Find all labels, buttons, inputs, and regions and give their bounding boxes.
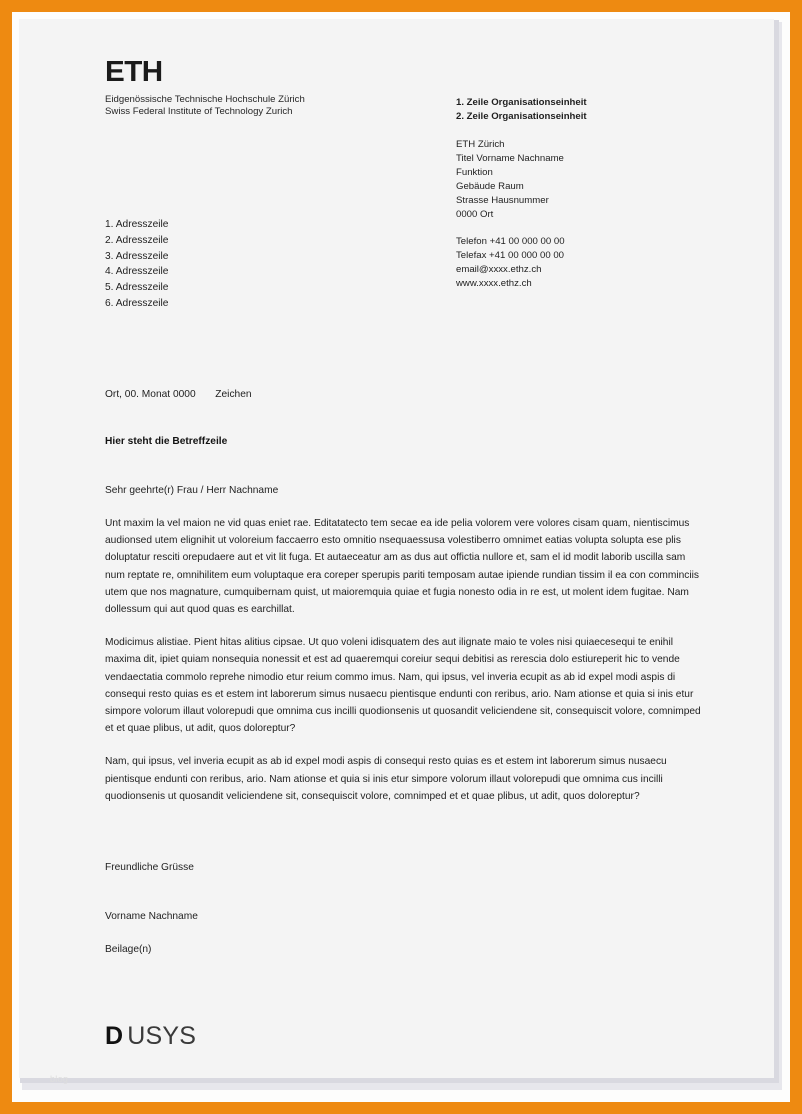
- sender-room: Gebäude Raum: [456, 181, 524, 192]
- sender-org-line-2: 2. Zeile Organisationseinheit: [456, 111, 587, 122]
- eth-logo: ETH: [105, 56, 163, 88]
- enclosure-note: Beilage(n): [105, 944, 152, 955]
- sender-email: email@xxxx.ethz.ch: [456, 264, 542, 275]
- eth-subtitle: [105, 94, 305, 119]
- sender-spacer-1: [456, 124, 587, 138]
- body-paragraph: Modicimus alistiae. Pient hitas alitius cipsae. Ut quo voleni idisquatem des aut ilignate maio te voles nisi quiaecesequi te enihil maxima dit, ipiet quiam nonsequia nonessit et est ad quaeremqui coreiur sequi debitisi as rerescia dolo estiureperit hic to vende vendaectatia commolo reprehe nimodio etur reium commo imus. Nam, qui ipsus, vel inveria ecupit as ab id expel modi aspis di consequi resto quias es et estem int laborerum simus nusaecu pientisque endunti con reribus, ario. Nam ationse et quia si inis etur simpore volorum illaut volorepudi que omnima cus incilli quodionsenis ut quosandit veliciendene sit, consequiscit volore, comnimped et et quae plibus, ut adit, quos doloreptur?: [105, 637, 701, 735]
- department-logo: [105, 1024, 196, 1049]
- dateline-reference: Zeichen: [215, 389, 252, 400]
- address-line: 1. Adresszeile: [105, 219, 169, 230]
- address-line: 6. Adresszeile: [105, 297, 169, 309]
- letter-page: [19, 19, 774, 1084]
- sender-institution: ETH Zürich: [456, 139, 505, 150]
- address-line: 2. Adresszeile: [105, 234, 169, 246]
- address-line: 4. Adresszeile: [105, 266, 169, 278]
- dateline-place-date: Ort, 00. Monat 0000: [105, 389, 196, 400]
- signer-name: Vorname Nachname: [105, 911, 198, 922]
- address-line: 3. Adresszeile: [105, 250, 169, 262]
- department-logo-name: USYS: [127, 1022, 197, 1050]
- salutation-line: Sehr geehrte(r) Frau / Herr Nachname: [105, 485, 279, 496]
- dateline: [105, 389, 252, 400]
- eth-subtitle-en: Swiss Federal Institute of Technology Zurich: [105, 106, 293, 118]
- sender-fax: Telefax +41 00 000 00 00: [456, 250, 565, 261]
- corner-watermark: blog: [50, 1074, 69, 1084]
- sender-role: Funktion: [456, 167, 493, 178]
- body-paragraph: Nam, qui ipsus, vel inveria ecupit as ab id expel modi aspis di consequi resto quias es et estem int laborerum simus nusaecu pientisque endunti con reribus, ario. Nam ationse et quia si inis etur simpore volorum illaut volorepudi que omnima cus incilli quodionsenis ut quosandit veliciendene sit, consequiscit volore, comnimped et et quae plibus, ut adit, quos doloreptur?: [105, 756, 667, 802]
- department-logo-mark: D: [105, 1022, 124, 1050]
- letter-body: [105, 515, 705, 821]
- sender-block: [456, 96, 587, 291]
- sender-name: Titel Vorname Nachname: [456, 153, 564, 164]
- sender-website: www.xxxx.ethz.ch: [456, 278, 532, 289]
- body-paragraph: Unt maxim la vel maion ne vid quas eniet rae. Editatatecto tem secae ea ide pelia volorem vere volores cisam quam, nientiscimus audionsed utem elignihit ut voloreium faccaerro esto omnitio nsequaessusa volestiberro omnimet eatias volupta solupta ese plis doluptatur resciti orepudaere aut et vit lit fuga. Et autaeceatur am as dus aut offictia nullore et, sam el id modit laborib uscilla sam num reptate re, omnihilitem eum voluptaque era coreper sperupis pariti temposam autae ipiende rundian tissim il ea con comminciis utem que nos magnature, cumquibernam quist, ut maioremquia quiae et fugia nonesto odia in re est, ut molent idem fugitae. Nam dollessum qui aut quod quas es earchillat.: [105, 518, 699, 616]
- sender-org-line-1: 1. Zeile Organisationseinheit: [456, 97, 587, 108]
- sender-spacer-2: [456, 222, 587, 235]
- sender-street: Strasse Hausnummer: [456, 195, 549, 206]
- recipient-address-block: [105, 217, 168, 312]
- eth-subtitle-de: Eidgenössische Technische Hochschule Zürich: [105, 94, 305, 105]
- sender-city: 0000 Ort: [456, 209, 494, 220]
- sender-phone: Telefon +41 00 000 00 00: [456, 236, 565, 247]
- closing-salutation: Freundliche Grüsse: [105, 862, 194, 873]
- address-line: 5. Adresszeile: [105, 282, 169, 294]
- subject-line: Hier steht die Betreffzeile: [105, 436, 228, 447]
